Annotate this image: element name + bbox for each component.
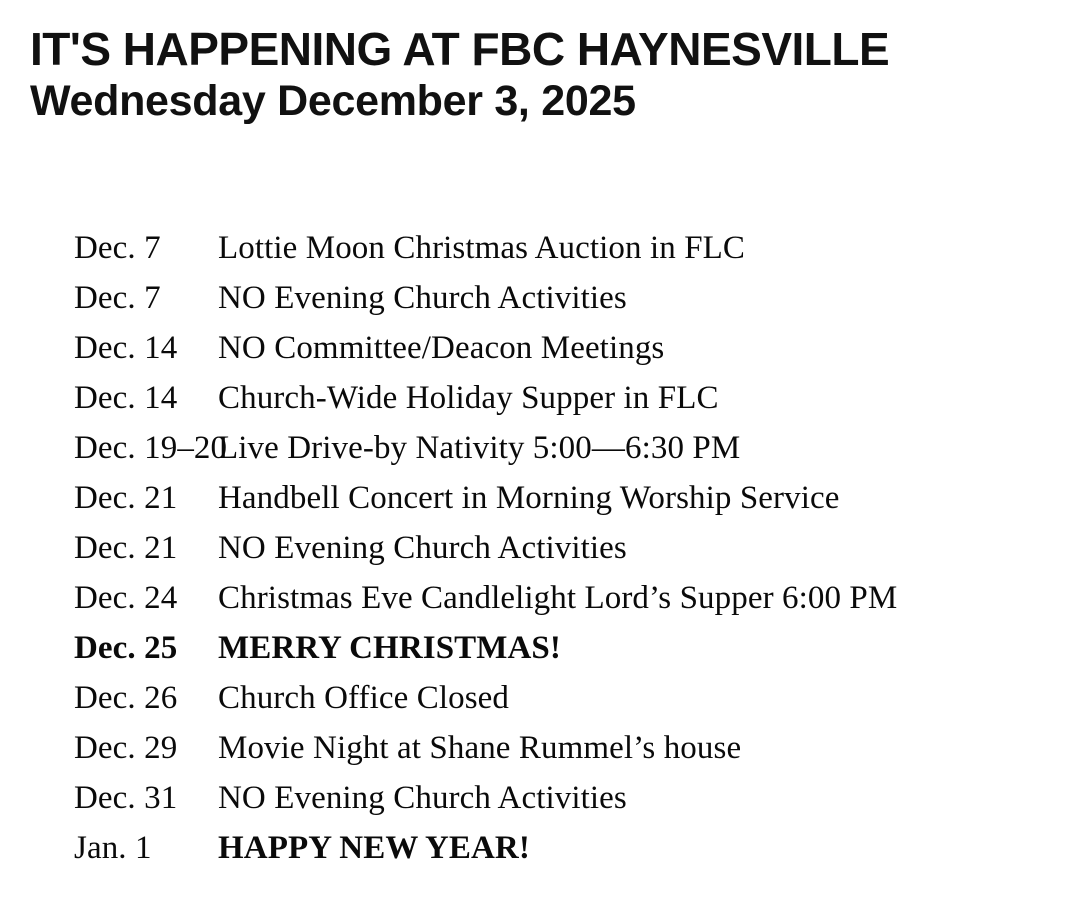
event-description: NO Evening Church Activities <box>218 779 627 816</box>
event-date: Dec. 29 <box>74 729 178 766</box>
event-description: Movie Night at Shane Rummel’s house <box>218 729 742 766</box>
event-description: Church Office Closed <box>218 679 509 716</box>
event-date: Dec. 31 <box>74 779 178 816</box>
list-item <box>74 724 1080 774</box>
event-list <box>0 224 1080 874</box>
list-item <box>74 574 1080 624</box>
page-title <box>0 0 1080 128</box>
event-date: Dec. 14 <box>74 329 178 366</box>
event-description: HAPPY NEW YEAR! <box>218 829 530 866</box>
list-item <box>74 774 1080 824</box>
event-description: Live Drive-by Nativity 5:00—6:30 PM <box>218 429 741 466</box>
event-date: Dec. 26 <box>74 679 178 716</box>
event-description: Lottie Moon Christmas Auction in FLC <box>218 229 746 266</box>
list-item <box>74 374 1080 424</box>
list-item <box>74 424 1080 474</box>
list-item <box>74 474 1080 524</box>
list-item <box>74 824 1080 874</box>
event-description: Handbell Concert in Morning Worship Service <box>218 479 840 516</box>
title-line-1: IT'S HAPPENING AT FBC HAYNESVILLE <box>30 23 890 75</box>
list-item <box>74 624 1080 674</box>
event-date: Dec. 7 <box>74 279 161 316</box>
event-date: Dec. 7 <box>74 229 161 266</box>
event-description: MERRY CHRISTMAS! <box>218 629 561 666</box>
event-description: NO Committee/Deacon Meetings <box>218 329 665 366</box>
title-line-2: Wednesday December 3, 2025 <box>30 77 636 126</box>
event-date: Dec. 19–20 <box>74 429 228 466</box>
event-date: Jan. 1 <box>74 829 152 866</box>
event-description: NO Evening Church Activities <box>218 279 627 316</box>
list-item <box>74 324 1080 374</box>
event-description: Christmas Eve Candlelight Lord’s Supper 6:00 PM <box>218 579 898 616</box>
event-date: Dec. 21 <box>74 479 178 516</box>
event-description: Church-Wide Holiday Supper in FLC <box>218 379 719 416</box>
list-item <box>74 224 1080 274</box>
list-item <box>74 274 1080 324</box>
event-date: Dec. 24 <box>74 579 178 616</box>
event-date: Dec. 21 <box>74 529 178 566</box>
event-description: NO Evening Church Activities <box>218 529 627 566</box>
list-item <box>74 674 1080 724</box>
event-date: Dec. 25 <box>74 629 178 666</box>
list-item <box>74 524 1080 574</box>
event-date: Dec. 14 <box>74 379 178 416</box>
